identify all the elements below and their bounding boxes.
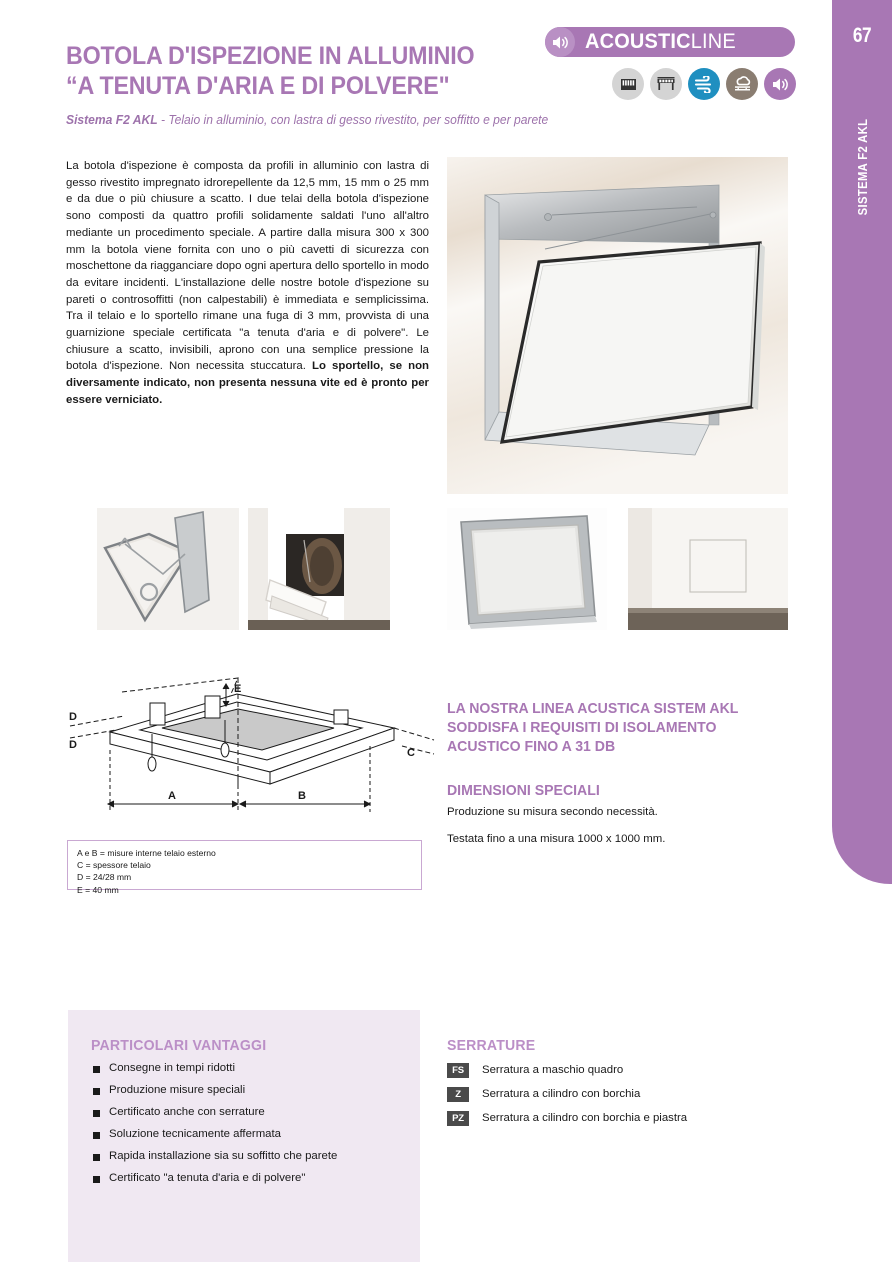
special-dimensions-line-2: Testata fino a una misura 1000 x 1000 mm. [447, 833, 666, 845]
bullet-square-icon [93, 1154, 100, 1161]
title-line-2: “A TENUTA D'ARIA E DI POLVERE" [66, 71, 450, 100]
list-item [447, 1110, 787, 1126]
list-item [93, 1173, 423, 1184]
feature-icon-row [612, 68, 796, 100]
advantage-text: Consegne in tempi ridotti [109, 1062, 235, 1074]
list-item [93, 1085, 423, 1096]
legend-line: C = spessore telaio [77, 860, 151, 871]
bullet-square-icon [93, 1132, 100, 1139]
drawing-label-c: C [407, 747, 415, 759]
advantage-text: Rapida installazione sia su soffitto che parete [109, 1149, 338, 1162]
description-text: La botola d'ispezione è composta da profili in alluminio con lastra di gesso rivestito impregnato idrorepellente da 12,5 mm, 15 mm o 25 mm e da due o più chiusure a scatto. I due telai della botola d'ispezione sono composti da quattro profili solidamente saldati l'uno all'altro mediante un procedimento speciale. A partire dalla misura 300 x 300 mm la botola viene fornita con uno o più cavetti di sicurezza con moschettone da riagganciare dopo ogni apertura dello sportello in modo da evitare incidenti. L'installazione delle nostre botole d'ispezione su pareti o controsoffitti (non calpestabili) è immediata e semplicissima. Tra il telaio e lo sportello rimane una fuga di 3 mm, provvista di una guarnizione speciale certificata "a tenuta d'aria e di polvere". Le chiusure a scatto, invisibili, aprono con una semplice pressione la botola d'ispezione. Non necessita stuccatura. [66, 160, 429, 373]
drawing-label-b: B [298, 790, 306, 802]
page-title [66, 42, 549, 127]
logo-bold-part: ACOUSTIC [585, 30, 691, 53]
advantages-heading: PARTICOLARI VANTAGGI [91, 1037, 267, 1054]
lock-code-badge: PZ [447, 1111, 469, 1126]
subtitle-description: - Telaio in alluminio, con lastra di gesso rivestito, per soffitto e per parete [157, 112, 549, 127]
photo-closed-panel-front [447, 508, 607, 630]
logo-thin-part: LINE [690, 30, 736, 53]
list-item [93, 1151, 423, 1162]
main-product-photo [447, 157, 788, 494]
speaker-icon [545, 27, 575, 57]
locks-heading: SERRATURE [447, 1037, 536, 1054]
drawing-label-a: A [168, 790, 176, 802]
advantages-list [93, 1063, 423, 1194]
special-dimensions-line-1: Produzione su misura secondo necessità. [447, 806, 658, 818]
advantage-text: Certificato anche con serrature [109, 1105, 265, 1118]
acoustic-performance-heading: LA NOSTRA LINEA ACUSTICA SISTEM AKL SODDISFA I REQUISITI DI ISOLAMENTO ACUSTICO FINO A 31 DB [447, 700, 739, 755]
photo-installed-panel-in-wall [628, 508, 788, 630]
description-bold-text: Lo sportello, se non diversamente indicato, non presenta nessuna vite ed è pronto per essere verniciato. [66, 360, 430, 406]
title-line-1: BOTOLA D'ISPEZIONE IN ALLUMINIO [66, 42, 475, 70]
ceiling-frame-icon [650, 68, 682, 100]
lock-description: Serratura a maschio quadro [482, 1064, 624, 1076]
air-tight-icon [688, 68, 720, 100]
technical-drawing [62, 672, 442, 822]
locks-list [447, 1062, 787, 1134]
system-vertical-label: SISTEMA F2 AKL [856, 118, 870, 216]
bullet-square-icon [93, 1176, 100, 1183]
legend-line: A e B = misure interne telaio esterno [77, 848, 216, 858]
legend-line: D = 24/28 mm [77, 872, 132, 883]
lock-code-badge: Z [447, 1087, 469, 1102]
lock-description: Serratura a cilindro con borchia e piastra [482, 1112, 688, 1124]
drawing-label-e: E [234, 683, 242, 695]
advantage-text: Produzione misure speciali [109, 1083, 246, 1096]
page-number: 67 [852, 24, 872, 47]
list-item [93, 1107, 423, 1118]
bullet-square-icon [93, 1066, 100, 1073]
drawing-label-d-top: D [69, 711, 77, 723]
drawing-legend [67, 840, 422, 895]
special-dimensions-heading: DIMENSIONI SPECIALI [447, 782, 600, 799]
acoustic-icon [764, 68, 796, 100]
product-description [66, 158, 429, 409]
wall-panel-icon [612, 68, 644, 100]
advantage-text: Soluzione tecnicamente affermata [109, 1127, 282, 1140]
bullet-square-icon [93, 1110, 100, 1117]
list-item [93, 1129, 423, 1140]
list-item [447, 1062, 787, 1078]
legend-line: E = 40 mm [77, 884, 119, 895]
drawing-label-d-bottom: D [69, 739, 77, 751]
photo-safety-cable-detail [97, 508, 239, 630]
bullet-square-icon [93, 1088, 100, 1095]
list-item [93, 1063, 423, 1074]
advantage-text: Certificato "a tenuta d'aria e di polvere" [109, 1171, 306, 1184]
acousticline-badge [545, 27, 795, 57]
photo-panel-open-in-wall [248, 508, 390, 630]
side-tab [832, 0, 892, 884]
lock-code-badge: FS [447, 1063, 469, 1078]
acousticline-wordmark [585, 30, 736, 54]
lock-description: Serratura a cilindro con borchia [482, 1088, 641, 1100]
subtitle [66, 112, 549, 127]
dust-tight-icon [726, 68, 758, 100]
list-item [447, 1086, 787, 1102]
subtitle-system-name: Sistema F2 AKL [66, 112, 158, 127]
